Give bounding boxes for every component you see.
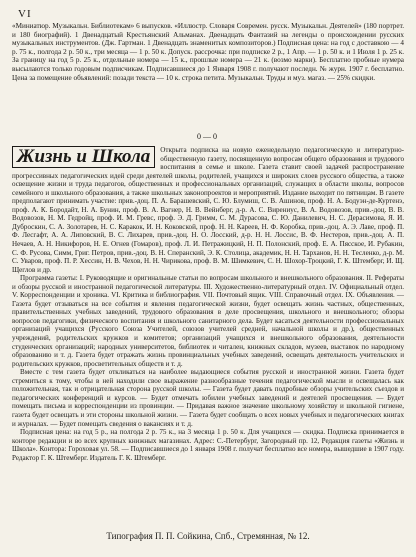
page-number: VI [18,8,32,20]
ad-paragraph-aims: Вместе с тем газета будет откликаться на наиболее выдающиеся события русской и иностранной жизни. Газета будет стремиться к тому, чтобы в ней находили свое выражение разнообразные течения педагогической мысли и освещалась как положительная, так и отрицательная сторона русской школы. — Газета будет давать подробные обзоры учительских съездов и педагогических конференций и курсов. — Будет отмечать юбилеи учебных заведений и деятелей просвещения. — Будет помещать письма и корреспонденции из провинции. — Придавая важное значение школьному хозяйству и школьной гигиене, газета будет освещать и эти стороны школьной жизни. — Газета будет сообщать о всех новых учебных и педагогических книгах и журналах. — Будет помещать сведения о вакансиях и т. д. [12,368,404,428]
ad-paragraph-program: Программа газеты: I. Руководящие и оригинальные статьи по вопросам школьного и внешкольного образования. II. Рефераты и обзоры русской и иностранной педагогической литературы. III. Художественно-литературный отдел. IV. Официальный отдел. V. Корреспонденции и хроника. VI. Критика и библиография. VII. Почтовый ящик. VIII. Справочный отдел. IX. Объявления. — Газета будет отзываться на все события и явления педагогической жизни, будет освещать жизнь частных, общественных, правительственных учебных заведений, трудового образования в деле просвещения, школьного и внешкольного; обзоры вопросов педагогики, физического воспитания и школьного санитарного дела. Будет касаться деятельности профессиональных организаций учащихся (Русского Союза Учителей, союзов учителей средней, начальной школы и др.), общественных учреждений, родительских кружков и комитетов; организаций учащихся и внешкольного образования, деятельности студенческих организаций; народных университетов, библиотек и читален, книжных складов, музеев, выставок по народному образованию и т. д. Газета будет отражать жизнь провинциальных учебных заведений, освещать деятельность учительских и родительских кружков, просветительных обществ и т. д. [12,274,404,368]
section-divider: 0—0 [197,132,219,141]
printer-imprint: Типография П. П. Сойкина, Спб., Стремянная, № 12. [106,531,310,541]
advertisement-title: Жизнь и Школа [12,146,155,168]
advertisement-zhizn-i-shkola [12,146,404,524]
ad-paragraph-intro: Открыта подписка на новую еженедельную педагогическую и литературно-общественную газету, посвященную вопросам общего образования и трудового воспитания в семье и школе. Газета ставит своей задачей распространение прогрессивных педагогических идей среди деятелей школы, родителей, учащихся и широких слоев русского общества, а также освещение жизни и труда педагогов, общественных и профессиональных организаций, служащих в области школы, вопросов семейного и школьного образования, а также школьных законопроектов и мероприятий. Издание выходит по пятницам. В газете предполагают принимать участие: прив.-доц. П. А. Барашевский, С. Ю. Блумиш, С. В. Ашинов, проф. Н. А. Бодуэн-де-Куртенэ, проф. А. К. Бородайт, Н. А. Бунин, проф. В. А. Вагнер, Н. В. Вейнберг, д-р. А. С. Вирениус, В. А. Водовозов, прив.-доц. В. В. Водовозов, Н. М. Гедройц, проф. И. М. Гревс, проф. Э. Д. Гримм, С. М. Дурасова, С. Ю. Данилевич, Н. С. Дерасимова, Я. И. Дуброскин, С. А. Золотарев, Н. С. Каракок, И. Н. Коковской, проф. Н. Н. Кареев, Н. Ф. Коробка, прив.-доц. А. Э. Лаве, проф. П. Ф. Лесгафт, А. А. Липовский, В. С. Лихарев, прив.-доц. Н. О. Лосский, д-р. Н. Н. Лоссис, В. Ф. Нестеров, прив.-доц. А. П. Нечаев, А. Н. Никифоров, Н. Е. Огнев (Гомаров), проф. Л. И. Петражицкий, Н. П. Полонский, проф. Е. А. Пясское, И. Рубакин, С. Ф. Русова, Симм, Григ. Петров, прив.-доц. В. Н. Сперанский, Э. К. Столица, академик, Н. Н. Тарханов, Н. Н. Тесленко, д-р. М. С. Уваров, проф. П. Р. Хессин, Н. В. Чехов, Н. Н. Чирикова, проф. В. М. Шимкевич, С. Н. Шохор-Троцкий, Г. К. Штемберг, И. Щ. Щеглов и др. [12,146,404,274]
ad-paragraph-subscription: Подписная цена: на год 5 р., на полгода 2 р. 75 к., на 3 месяца 1 р. 50 к. Для учащихся — скидка. Подписка принимается в конторе редакции и во всех крупных книжных магазинах. Адрес: С.-Петербург, Загородный пр. 12, Редакция газеты «Жизнь и Школа». Контора: Гороховая ул. 58. — Подписавшиеся до 1 января 1908 г. получат бесплатно все номера, вышедшие в 1907 году. Редактор Г. К. Штемберг. Издатель Г. К. Штемберг. [12,428,404,462]
top-advertisement-text: «Миниатюр. Музыкальн. Библиотекам» 6 выпусков. «Иллюстр. Словаря Современ. русск. Музыкальн. Деятелей» (180 портрет. и 180 биографий). 1 Двенадцатый Крестьянский Альманах. Двенадцать Фантазий на легенды о происхождении русских музыкальных инструментов. (Дж. Гартман. 1 Двенадцать знаменитых композиторов.) Подписная цена: на год с доставкою — 4 р. 75 к., полгода 2 р. 50 к., три месяца — 1 р. 50 к. Допуск. рассрочка: при подписке 2 р., 1 Апр. — 1 р. 50 к. и 1 Июля 1 р. 25 к. За границу на год 5 р. 25 к., отдельные номера — 15 к., прошлые номера — 21 к. (возмо марки). Бесплатно пробные нумера высылаются только годовым подписчикам. Подписавшиеся до 1 Января 1908 г. получают последн. № журн. 1907 г. бесплатно. Цена за помещение объявлений: позади текста — 10 к. строка петита. Музыкальн. Труды и муз. магаз. — 25% скидки. [12,22,404,82]
